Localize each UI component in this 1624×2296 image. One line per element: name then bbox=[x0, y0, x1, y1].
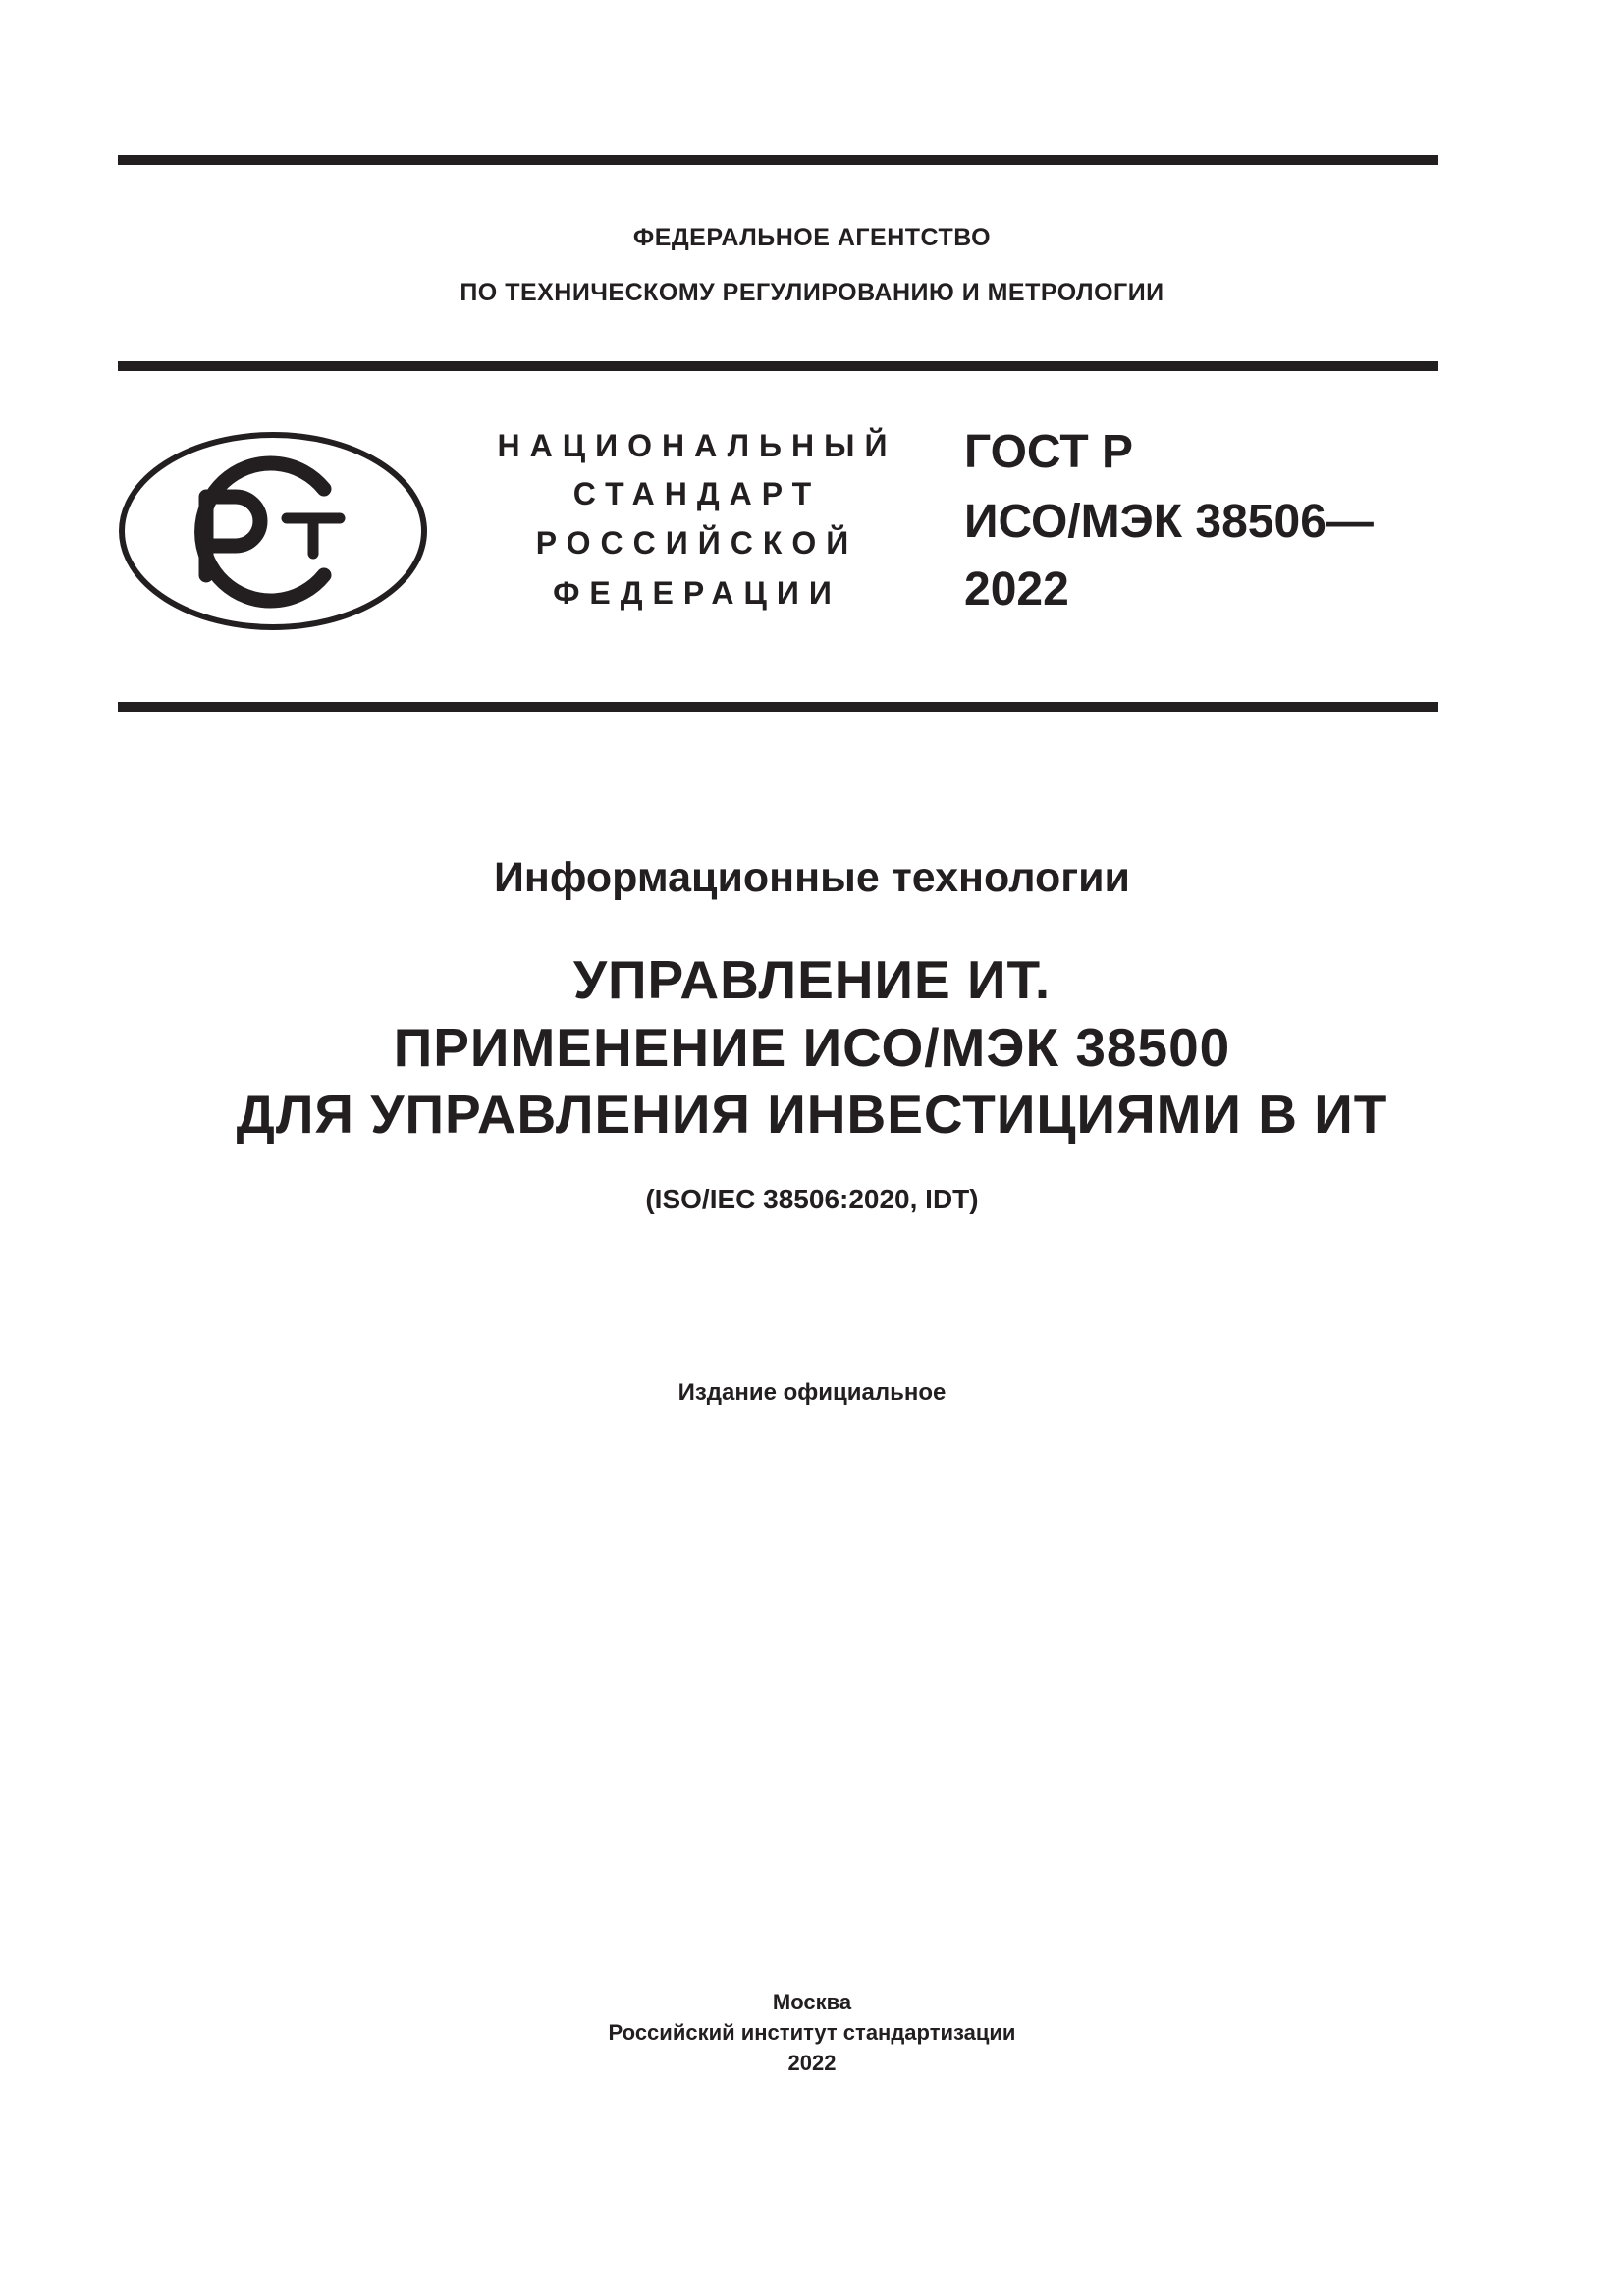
standard-designation-line-1: ГОСТ Р bbox=[964, 426, 1134, 478]
header-rule bbox=[118, 361, 1438, 371]
rst-logo-icon bbox=[116, 428, 430, 634]
document-title-line-2: ПРИМЕНЕНИЕ ИСО/МЭК 38500 bbox=[393, 1017, 1231, 1078]
imprint-city: Москва bbox=[772, 1990, 852, 2014]
national-standard-line-4: ФЕДЕРАЦИИ bbox=[553, 575, 841, 611]
designation-rule bbox=[118, 702, 1438, 712]
national-standard-line-3: РОССИЙСКОЙ bbox=[535, 525, 859, 561]
agency-name-line-2: ПО ТЕХНИЧЕСКОМУ РЕГУЛИРОВАНИЮ И МЕТРОЛОГИИ bbox=[460, 279, 1164, 306]
agency-name-line-1: ФЕДЕРАЛЬНОЕ АГЕНТСТВО bbox=[632, 224, 992, 251]
imprint-year: 2022 bbox=[787, 2051, 837, 2075]
iso-reference: (ISO/IEC 38506:2020, IDT) bbox=[645, 1184, 979, 1214]
imprint-publisher: Российский институт стандартизации bbox=[608, 2020, 1016, 2045]
top-rule bbox=[118, 155, 1438, 165]
document-title-line-1: УПРАВЛЕНИЕ ИТ. bbox=[572, 949, 1052, 1010]
national-standard-line-1: НАЦИОНАЛЬНЫЙ bbox=[497, 428, 897, 463]
document-title-line-3: ДЛЯ УПРАВЛЕНИЯ ИНВЕСТИЦИЯМИ В ИТ bbox=[236, 1084, 1388, 1145]
national-standard-line-2: СТАНДАРТ bbox=[572, 476, 822, 511]
standard-designation-line-2: ИСО/МЭК 38506— bbox=[964, 496, 1374, 548]
standard-designation-line-3: 2022 bbox=[964, 563, 1069, 615]
subject-heading: Информационные технологии bbox=[493, 854, 1130, 901]
edition-note: Издание официальное bbox=[677, 1379, 947, 1406]
